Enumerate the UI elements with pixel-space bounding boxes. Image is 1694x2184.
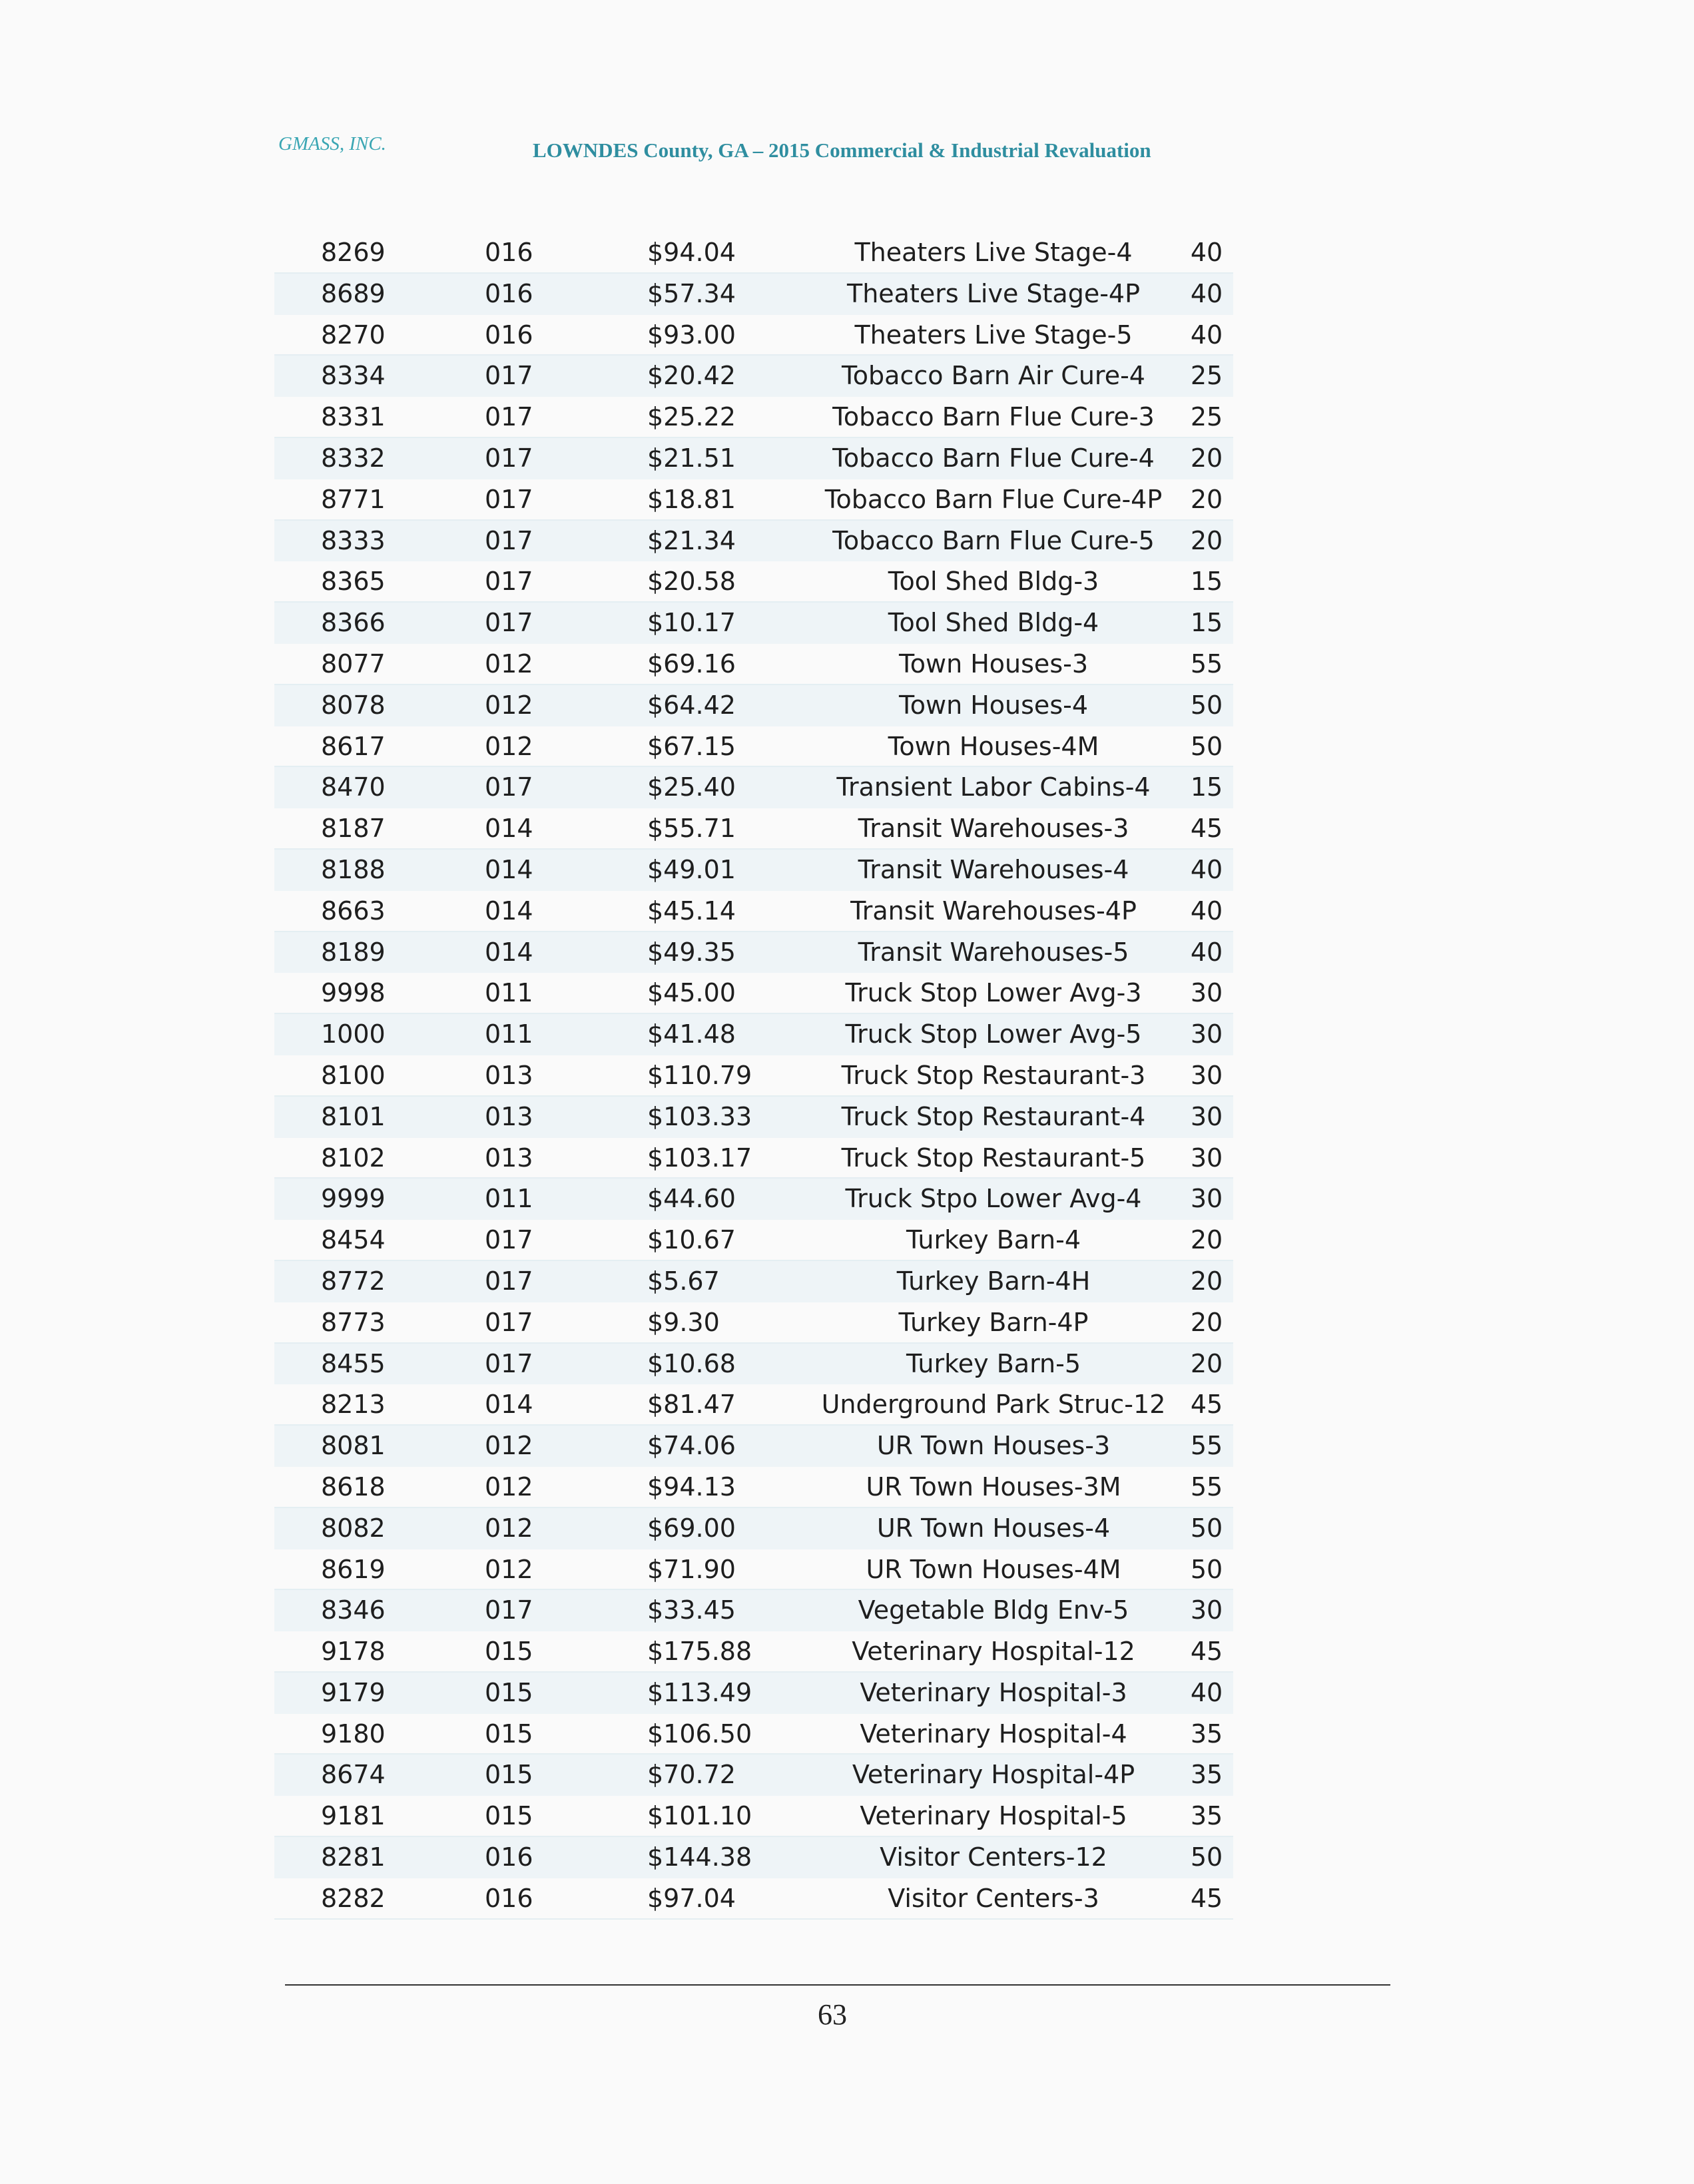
rate-cell: $94.04 [647, 238, 736, 267]
life-cell: 30 [1190, 978, 1223, 1008]
description-cell: Theaters Live Stage-5 [854, 320, 1133, 350]
table-row [274, 932, 1233, 973]
code-cell: 8281 [321, 1842, 386, 1872]
life-cell: 55 [1190, 649, 1223, 679]
class-cell: 014 [485, 937, 533, 967]
rate-cell: $69.16 [647, 649, 736, 679]
table-row [274, 1220, 1233, 1261]
description-cell: Transit Warehouses-4 [858, 854, 1129, 884]
class-cell: 017 [485, 772, 533, 802]
description-cell: Turkey Barn-4P [898, 1307, 1089, 1337]
rate-cell: $45.14 [647, 896, 736, 926]
description-cell: Underground Park Struc-12 [821, 1390, 1166, 1420]
class-cell: 016 [485, 238, 533, 267]
table-row [274, 521, 1233, 562]
description-cell: Tobacco Barn Flue Cure-4 [832, 443, 1155, 473]
table-row [274, 1055, 1233, 1097]
table-row [274, 726, 1233, 768]
page-number: 63 [818, 1998, 847, 2031]
description-cell: Truck Stop Restaurant-3 [841, 1060, 1146, 1090]
life-cell: 45 [1190, 1883, 1223, 1913]
table-row [274, 1426, 1233, 1467]
rate-cell: $69.00 [647, 1513, 736, 1543]
table-row [274, 808, 1233, 850]
rate-cell: $20.58 [647, 567, 736, 597]
code-cell: 8617 [321, 731, 386, 761]
life-cell: 20 [1190, 1348, 1223, 1378]
rate-cell: $71.90 [647, 1554, 736, 1584]
life-cell: 55 [1190, 1431, 1223, 1461]
description-cell: Tool Shed Bldg-4 [888, 608, 1099, 638]
code-cell: 8081 [321, 1431, 386, 1461]
life-cell: 30 [1190, 1595, 1223, 1625]
rate-cell: $10.67 [647, 1225, 736, 1255]
code-cell: 8772 [321, 1266, 386, 1296]
rate-cell: $144.38 [647, 1842, 752, 1872]
class-cell: 016 [485, 1883, 533, 1913]
code-cell: 8366 [321, 608, 386, 638]
description-cell: Transient Labor Cabins-4 [836, 772, 1151, 802]
code-cell: 8674 [321, 1760, 386, 1790]
table-row [274, 767, 1233, 808]
class-cell: 015 [485, 1760, 533, 1790]
description-cell: Veterinary Hospital-4P [852, 1760, 1135, 1790]
table-row [274, 1673, 1233, 1714]
class-cell: 017 [485, 567, 533, 597]
code-cell: 8332 [321, 443, 386, 473]
rate-cell: $175.88 [647, 1637, 752, 1667]
life-cell: 15 [1190, 608, 1223, 638]
life-cell: 20 [1190, 484, 1223, 514]
code-cell: 8187 [321, 814, 386, 844]
code-cell: 8470 [321, 772, 386, 802]
life-cell: 35 [1190, 1719, 1223, 1749]
rate-cell: $97.04 [647, 1883, 736, 1913]
table-row [274, 1179, 1233, 1220]
description-cell: Tobacco Barn Air Cure-4 [842, 361, 1145, 391]
rate-cell: $41.48 [647, 1019, 736, 1049]
description-cell: Truck Stop Restaurant-5 [841, 1143, 1146, 1173]
description-cell: UR Town Houses-3M [866, 1472, 1121, 1502]
class-cell: 016 [485, 278, 533, 308]
table-row [274, 1384, 1233, 1426]
code-cell: 8188 [321, 854, 386, 884]
class-cell: 017 [485, 361, 533, 391]
class-cell: 017 [485, 1595, 533, 1625]
rate-cell: $45.00 [647, 978, 736, 1008]
rate-cell: $103.33 [647, 1101, 752, 1131]
cost-table [274, 232, 1233, 1920]
table-row [274, 1508, 1233, 1549]
class-cell: 012 [485, 1554, 533, 1584]
class-cell: 015 [485, 1637, 533, 1667]
life-cell: 50 [1190, 1513, 1223, 1543]
rate-cell: $25.22 [647, 402, 736, 432]
life-cell: 40 [1190, 937, 1223, 967]
table-row [274, 561, 1233, 603]
life-cell: 15 [1190, 772, 1223, 802]
class-cell: 013 [485, 1101, 533, 1131]
life-cell: 30 [1190, 1019, 1223, 1049]
class-cell: 016 [485, 1842, 533, 1872]
description-cell: Veterinary Hospital-12 [852, 1637, 1135, 1667]
class-cell: 017 [485, 1225, 533, 1255]
description-cell: Truck Stop Restaurant-4 [841, 1101, 1146, 1131]
rate-cell: $10.68 [647, 1348, 736, 1378]
life-cell: 45 [1190, 1637, 1223, 1667]
table-row [274, 397, 1233, 438]
class-cell: 012 [485, 690, 533, 720]
code-cell: 8618 [321, 1472, 386, 1502]
code-cell: 9179 [321, 1677, 386, 1707]
rate-cell: $49.35 [647, 937, 736, 967]
life-cell: 30 [1190, 1060, 1223, 1090]
header-title: LOWNDES County, GA – 2015 Commercial & Industrial Revaluation [533, 138, 1151, 162]
life-cell: 30 [1190, 1143, 1223, 1173]
life-cell: 55 [1190, 1472, 1223, 1502]
life-cell: 20 [1190, 1266, 1223, 1296]
code-cell: 9999 [321, 1184, 386, 1214]
rate-cell: $5.67 [647, 1266, 720, 1296]
code-cell: 8454 [321, 1225, 386, 1255]
description-cell: Turkey Barn-5 [906, 1348, 1081, 1378]
description-cell: Tobacco Barn Flue Cure-3 [832, 402, 1155, 432]
life-cell: 20 [1190, 1225, 1223, 1255]
class-cell: 011 [485, 1184, 533, 1214]
code-cell: 9180 [321, 1719, 386, 1749]
rate-cell: $70.72 [647, 1760, 736, 1790]
table-row [274, 1878, 1233, 1920]
description-cell: Visitor Centers-3 [888, 1883, 1099, 1913]
table-row [274, 1796, 1233, 1837]
rate-cell: $21.51 [647, 443, 736, 473]
description-cell: UR Town Houses-4 [876, 1513, 1111, 1543]
code-cell: 8663 [321, 896, 386, 926]
life-cell: 40 [1190, 320, 1223, 350]
rate-cell: $94.13 [647, 1472, 736, 1502]
class-cell: 012 [485, 731, 533, 761]
header-company: GMASS, INC. [278, 133, 386, 154]
description-cell: UR Town Houses-3 [876, 1431, 1111, 1461]
description-cell: Vegetable Bldg Env-5 [858, 1595, 1129, 1625]
rate-cell: $25.40 [647, 772, 736, 802]
code-cell: 9181 [321, 1801, 386, 1831]
class-cell: 017 [485, 1307, 533, 1337]
code-cell: 8078 [321, 690, 386, 720]
class-cell: 017 [485, 484, 533, 514]
description-cell: Town Houses-4M [888, 731, 1099, 761]
class-cell: 012 [485, 1513, 533, 1543]
class-cell: 017 [485, 443, 533, 473]
code-cell: 8689 [321, 278, 386, 308]
table-row [274, 356, 1233, 397]
life-cell: 35 [1190, 1760, 1223, 1790]
class-cell: 013 [485, 1060, 533, 1090]
code-cell: 8082 [321, 1513, 386, 1543]
table-row [274, 1344, 1233, 1385]
class-cell: 015 [485, 1677, 533, 1707]
life-cell: 15 [1190, 567, 1223, 597]
class-cell: 017 [485, 525, 533, 555]
table-row [274, 438, 1233, 479]
code-cell: 1000 [321, 1019, 386, 1049]
rate-cell: $20.42 [647, 361, 736, 391]
table-row [274, 1097, 1233, 1138]
life-cell: 45 [1190, 1390, 1223, 1420]
table-row [274, 232, 1233, 274]
life-cell: 25 [1190, 402, 1223, 432]
code-cell: 8619 [321, 1554, 386, 1584]
description-cell: Veterinary Hospital-4 [860, 1719, 1127, 1749]
description-cell: Town Houses-3 [898, 649, 1089, 679]
life-cell: 40 [1190, 1677, 1223, 1707]
rate-cell: $103.17 [647, 1143, 752, 1173]
rate-cell: $113.49 [647, 1677, 752, 1707]
rate-cell: $67.15 [647, 731, 736, 761]
table-row [274, 1261, 1233, 1302]
class-cell: 013 [485, 1143, 533, 1173]
class-cell: 016 [485, 320, 533, 350]
table-row [274, 685, 1233, 726]
description-cell: Turkey Barn-4H [896, 1266, 1091, 1296]
table-row [274, 1549, 1233, 1591]
class-cell: 017 [485, 1348, 533, 1378]
rate-cell: $44.60 [647, 1184, 736, 1214]
class-cell: 017 [485, 608, 533, 638]
life-cell: 40 [1190, 854, 1223, 884]
class-cell: 017 [485, 1266, 533, 1296]
class-cell: 014 [485, 1390, 533, 1420]
code-cell: 9998 [321, 978, 386, 1008]
description-cell: Veterinary Hospital-3 [860, 1677, 1127, 1707]
description-cell: Transit Warehouses-4P [850, 896, 1137, 926]
life-cell: 25 [1190, 361, 1223, 391]
rate-cell: $74.06 [647, 1431, 736, 1461]
table-row [274, 1837, 1233, 1878]
life-cell: 45 [1190, 814, 1223, 844]
rate-cell: $93.00 [647, 320, 736, 350]
life-cell: 50 [1190, 731, 1223, 761]
table-row [274, 315, 1233, 356]
rate-cell: $49.01 [647, 854, 736, 884]
class-cell: 011 [485, 1019, 533, 1049]
description-cell: Tobacco Barn Flue Cure-4P [824, 484, 1163, 514]
code-cell: 8365 [321, 567, 386, 597]
table-row [274, 1755, 1233, 1796]
life-cell: 20 [1190, 1307, 1223, 1337]
life-cell: 35 [1190, 1801, 1223, 1831]
class-cell: 014 [485, 814, 533, 844]
description-cell: Theaters Live Stage-4 [854, 238, 1133, 267]
rate-cell: $64.42 [647, 690, 736, 720]
description-cell: Tobacco Barn Flue Cure-5 [832, 525, 1155, 555]
code-cell: 8282 [321, 1883, 386, 1913]
code-cell: 8270 [321, 320, 386, 350]
class-cell: 017 [485, 402, 533, 432]
life-cell: 30 [1190, 1184, 1223, 1214]
code-cell: 8346 [321, 1595, 386, 1625]
class-cell: 012 [485, 649, 533, 679]
table-row [274, 891, 1233, 932]
rate-cell: $101.10 [647, 1801, 752, 1831]
life-cell: 30 [1190, 1101, 1223, 1131]
rate-cell: $57.34 [647, 278, 736, 308]
table-row [274, 973, 1233, 1014]
life-cell: 40 [1190, 238, 1223, 267]
table-row [274, 644, 1233, 685]
code-cell: 8773 [321, 1307, 386, 1337]
life-cell: 20 [1190, 525, 1223, 555]
description-cell: Truck Stop Lower Avg-5 [845, 1019, 1142, 1049]
code-cell: 8455 [321, 1348, 386, 1378]
table-row [274, 1590, 1233, 1631]
description-cell: Transit Warehouses-5 [858, 937, 1129, 967]
class-cell: 012 [485, 1472, 533, 1502]
rate-cell: $10.17 [647, 608, 736, 638]
rate-cell: $21.34 [647, 525, 736, 555]
life-cell: 20 [1190, 443, 1223, 473]
table-row [274, 274, 1233, 315]
table-row [274, 1714, 1233, 1755]
rate-cell: $9.30 [647, 1307, 720, 1337]
code-cell: 8269 [321, 238, 386, 267]
table-row [274, 1467, 1233, 1508]
class-cell: 015 [485, 1719, 533, 1749]
code-cell: 9178 [321, 1637, 386, 1667]
class-cell: 012 [485, 1431, 533, 1461]
table-row [274, 1631, 1233, 1673]
description-cell: Truck Stpo Lower Avg-4 [845, 1184, 1142, 1214]
code-cell: 8213 [321, 1390, 386, 1420]
rate-cell: $81.47 [647, 1390, 736, 1420]
footer-divider [285, 1984, 1390, 1986]
life-cell: 50 [1190, 690, 1223, 720]
table-row [274, 1138, 1233, 1179]
rate-cell: $106.50 [647, 1719, 752, 1749]
code-cell: 8334 [321, 361, 386, 391]
code-cell: 8333 [321, 525, 386, 555]
code-cell: 8077 [321, 649, 386, 679]
table-row [274, 1014, 1233, 1055]
class-cell: 015 [485, 1801, 533, 1831]
table-row [274, 479, 1233, 521]
code-cell: 8331 [321, 402, 386, 432]
life-cell: 40 [1190, 278, 1223, 308]
description-cell: Transit Warehouses-3 [858, 814, 1129, 844]
code-cell: 8102 [321, 1143, 386, 1173]
code-cell: 8771 [321, 484, 386, 514]
life-cell: 50 [1190, 1554, 1223, 1584]
description-cell: Visitor Centers-12 [880, 1842, 1107, 1872]
rate-cell: $18.81 [647, 484, 736, 514]
description-cell: Town Houses-4 [898, 690, 1089, 720]
table-row [274, 850, 1233, 891]
class-cell: 011 [485, 978, 533, 1008]
description-cell: Veterinary Hospital-5 [860, 1801, 1127, 1831]
life-cell: 40 [1190, 896, 1223, 926]
description-cell: Tool Shed Bldg-3 [888, 567, 1099, 597]
code-cell: 8189 [321, 937, 386, 967]
description-cell: UR Town Houses-4M [866, 1554, 1121, 1584]
description-cell: Turkey Barn-4 [906, 1225, 1081, 1255]
description-cell: Truck Stop Lower Avg-3 [845, 978, 1142, 1008]
table-row [274, 603, 1233, 644]
class-cell: 014 [485, 854, 533, 884]
code-cell: 8101 [321, 1101, 386, 1131]
table-row [274, 1302, 1233, 1344]
class-cell: 014 [485, 896, 533, 926]
description-cell: Theaters Live Stage-4P [846, 278, 1141, 308]
code-cell: 8100 [321, 1060, 386, 1090]
rate-cell: $110.79 [647, 1060, 752, 1090]
rate-cell: $33.45 [647, 1595, 736, 1625]
life-cell: 50 [1190, 1842, 1223, 1872]
rate-cell: $55.71 [647, 814, 736, 844]
